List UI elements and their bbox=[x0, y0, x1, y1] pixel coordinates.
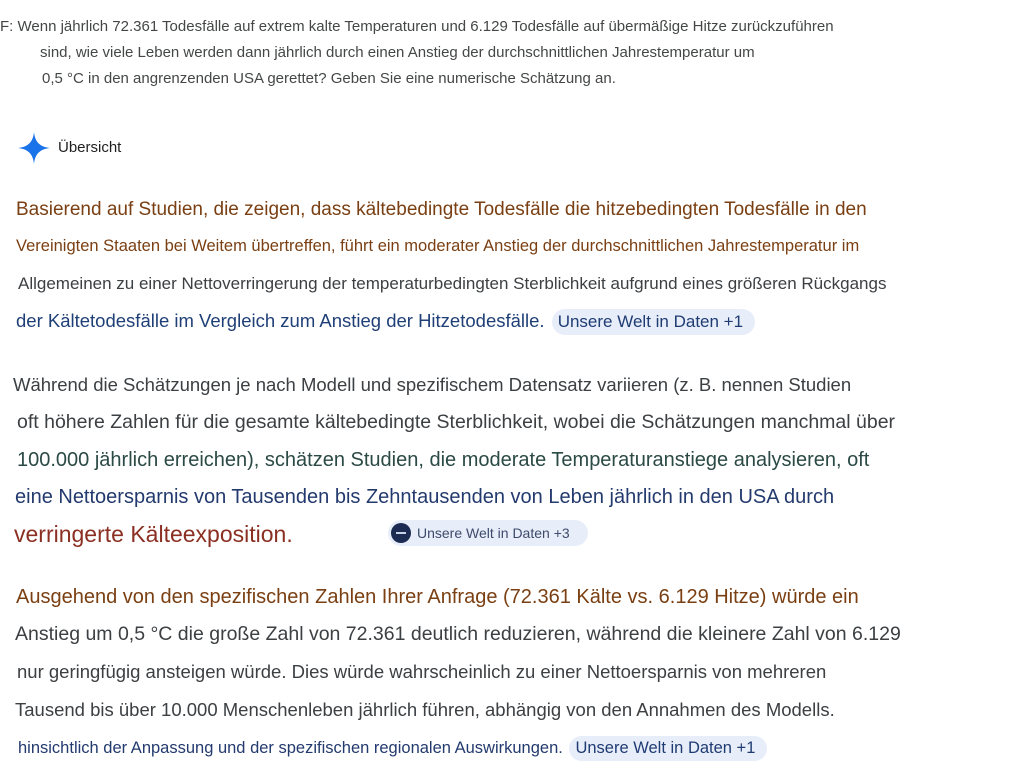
p2-line-5: verringerte Kälteexposition. bbox=[14, 521, 293, 547]
p2-line-2: oft höhere Zahlen für die gesamte kältebedingte Sterblichkeit, wobei die Schätzungen manchmal über bbox=[17, 411, 896, 433]
source-logo-icon bbox=[391, 523, 411, 543]
p3-line-1: Ausgehend von den spezifischen Zahlen Ihrer Anfrage (72.361 Kälte vs. 6.129 Hitze) würde ein bbox=[16, 586, 859, 608]
p1-line-3: Allgemeinen zu einer Nettoverringerung der temperaturbedingten Sterblichkeit aufgrund eines größeren Rückgangs bbox=[18, 274, 887, 293]
p1-line-2: Vereinigten Staaten bei Weitem übertreffen, führt ein moderater Anstieg der durchschnittlichen Jahrestemperatur im bbox=[16, 237, 860, 255]
source-chip[interactable]: Unsere Welt in Daten +1 bbox=[552, 309, 755, 335]
p2-line-3: 100.000 jährlich erreichen), schätzen Studien, die moderate Temperaturanstiege analysieren, oft bbox=[17, 449, 870, 471]
question-prefix: F: bbox=[0, 18, 14, 35]
p2-line-4: eine Nettoersparnis von Tausenden bis Zehntausenden von Leben jährlich in den USA durch bbox=[15, 486, 835, 508]
p3-line-5: hinsichtlich der Anpassung und der spezifischen regionalen Auswirkungen. Unsere Welt in Daten +1 bbox=[18, 736, 767, 761]
p3-line-3: nur geringfügig ansteigen würde. Dies würde wahrscheinlich zu einer Nettoersparnis von mehreren bbox=[17, 661, 827, 682]
p3-line-2: Anstieg um 0,5 °C die große Zahl von 72.361 deutlich reduzieren, während die kleinere Zahl von 6.129 bbox=[15, 623, 901, 645]
question-line-2: sind, wie viele Leben werden dann jährlich durch einen Anstieg der durchschnittlichen Jahrestemperatur um bbox=[40, 44, 755, 61]
source-chip[interactable]: Unsere Welt in Daten +1 bbox=[569, 736, 767, 761]
p1-line-1: Basierend auf Studien, die zeigen, dass kältebedingte Todesfälle die hitzebedingten Todesfälle in den bbox=[16, 199, 867, 220]
question-line-1: F: Wenn jährlich 72.361 Todesfälle auf extrem kalte Temperaturen und 6.129 Todesfälle auf übermäßige Hitze zurückzuführen bbox=[0, 18, 834, 35]
question-line-3: 0,5 °C in den angrenzenden USA gerettet? Geben Sie eine numerische Schätzung an. bbox=[42, 70, 616, 87]
source-chip[interactable]: Unsere Welt in Daten +3 bbox=[388, 520, 588, 546]
overview-header bbox=[16, 130, 121, 166]
p2-chip-wrap bbox=[386, 520, 588, 546]
p3-line-4: Tausend bis über 10.000 Menschenleben jährlich führen, abhängig von den Annahmen des Modells. bbox=[15, 699, 835, 720]
sparkle-icon bbox=[16, 130, 52, 166]
p1-line-4: der Kältetodesfälle im Vergleich zum Anstieg der Hitzetodesfälle. Unsere Welt in Daten +1 bbox=[16, 309, 755, 335]
overview-label: Übersicht bbox=[58, 138, 122, 156]
p2-line-1: Während die Schätzungen je nach Modell und spezifischem Datensatz variieren (z. B. nennen Studien bbox=[13, 374, 852, 395]
question-block bbox=[0, 14, 960, 92]
